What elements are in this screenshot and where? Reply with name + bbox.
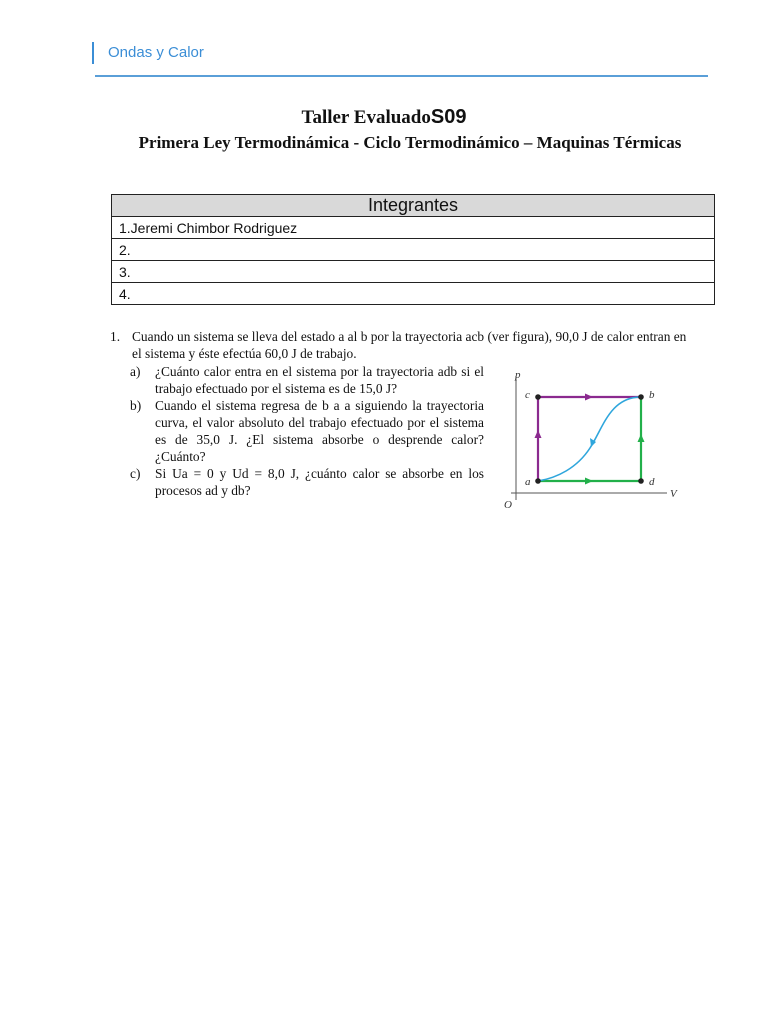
arrow-cb	[585, 394, 593, 401]
subitem-text: ¿Cuánto calor entra en el sistema por la trayectoria adb si el trabajo efectuado por el sistema es de 15,0 J?	[155, 364, 484, 396]
table-row	[112, 239, 715, 261]
point-b	[638, 394, 644, 400]
table-row	[112, 217, 715, 239]
subitem-text: Cuando el sistema regresa de b a a siguiendo la trayectoria curva, el valor absoluto del trabajo efectuado por el sistema es de 35,0 J. ¿El sistema absorbe o desprende calor? ¿Cuánto?	[155, 398, 484, 464]
header-divider	[95, 75, 708, 77]
subitem-label: a)	[130, 364, 141, 379]
subitem-label: c)	[130, 466, 141, 481]
subitem-text: Si Ua = 0 y Ud = 8,0 J, ¿cuánto calor se absorbe en los procesos ad y db?	[155, 466, 484, 498]
member-cell: 3.	[112, 261, 715, 283]
member-cell: 4.	[112, 283, 715, 305]
table-row	[112, 283, 715, 305]
members-heading: Integrantes	[112, 195, 715, 217]
page-subtitle: Primera Ley Termodinámica - Ciclo Termodinámico – Maquinas Térmicas	[138, 133, 682, 152]
title-code: S09	[430, 106, 467, 128]
point-d	[638, 478, 644, 484]
title-text: Taller Evaluado	[301, 107, 431, 128]
subitem-a	[130, 363, 484, 397]
arrow-db	[638, 434, 645, 442]
label-b: b	[649, 389, 655, 401]
table-row	[112, 261, 715, 283]
question-number: 1.	[110, 329, 121, 344]
p-axis-label: p	[515, 369, 521, 381]
label-a: a	[525, 476, 531, 488]
point-c	[535, 394, 541, 400]
member-cell: 2.	[112, 239, 715, 261]
curved-path	[538, 397, 641, 481]
subitem-b	[130, 397, 484, 465]
question-subitems	[130, 363, 484, 499]
members-table	[111, 194, 715, 305]
label-c: c	[525, 389, 530, 401]
subitem-c	[130, 465, 484, 499]
arrow-ac	[535, 430, 542, 438]
question-stem: Cuando un sistema se lleva del estado a al b por la trayectoria acb (ver figura), 90,0 J de calor entran en el sistema y éste efectúa 60,0 J de trabajo.	[132, 329, 687, 361]
point-a	[535, 478, 541, 484]
member-cell: 1.Jeremi Chimbor Rodriguez	[112, 217, 715, 239]
question-1	[110, 328, 690, 362]
page-title	[0, 106, 768, 129]
course-header: Ondas y Calor	[92, 42, 204, 64]
arrow-ad	[585, 478, 593, 485]
v-axis-label: V	[670, 488, 677, 500]
origin-label: O	[504, 499, 512, 511]
label-d: d	[649, 476, 655, 488]
subitem-label: b)	[130, 398, 142, 413]
pv-diagram	[495, 368, 690, 513]
